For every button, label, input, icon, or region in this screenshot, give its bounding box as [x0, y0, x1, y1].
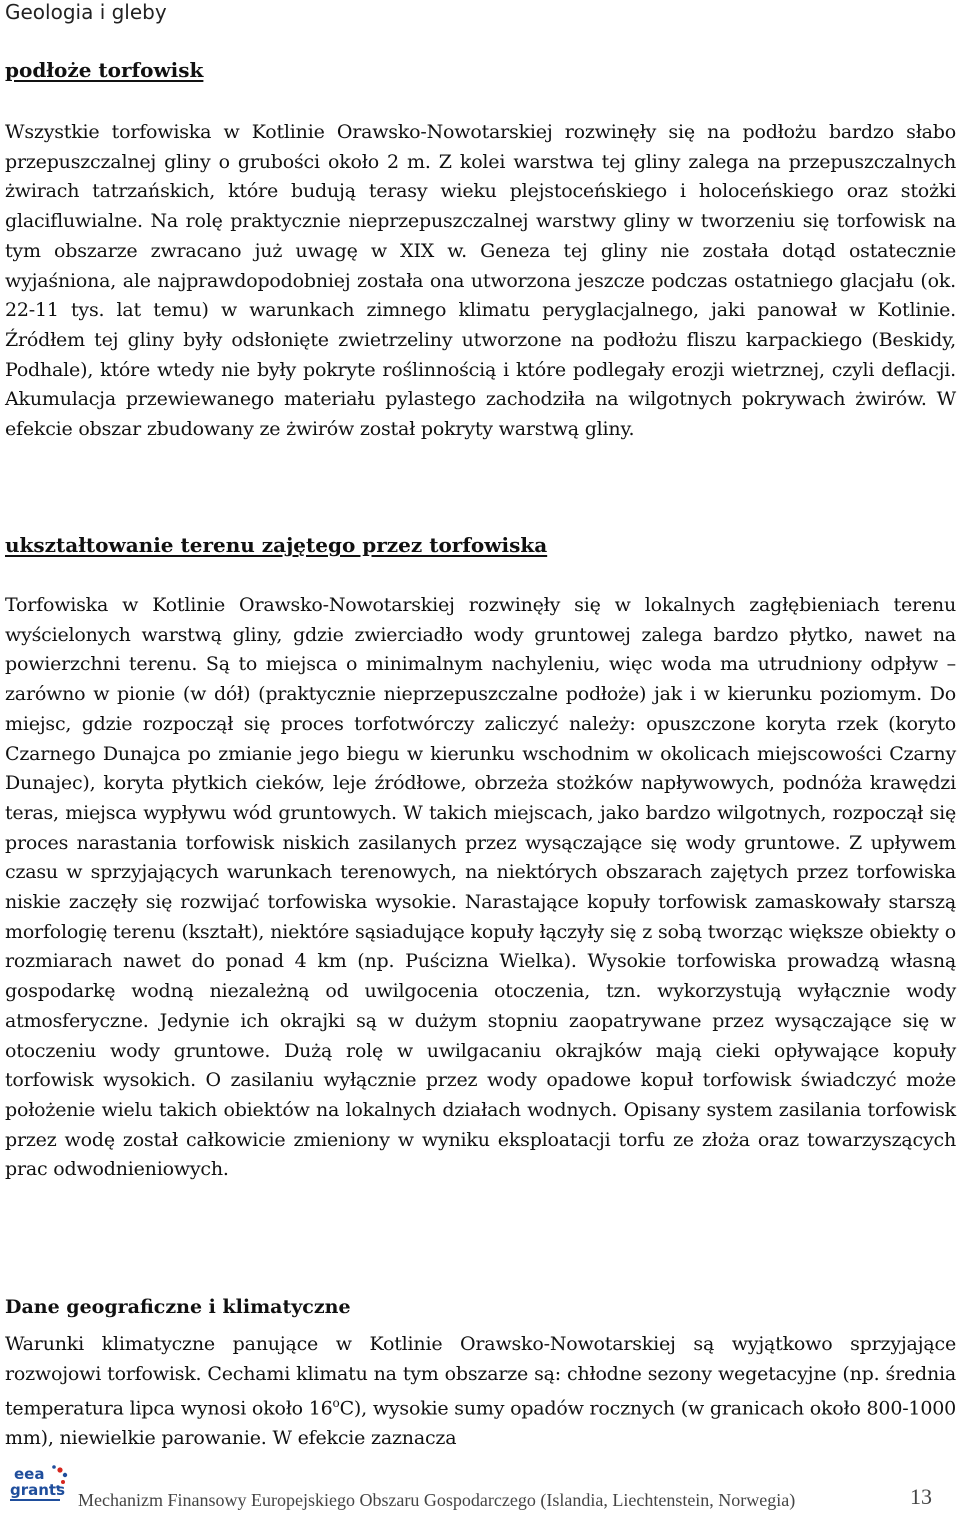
section-heading-terrain: ukształtowanie terenu zajętego przez torfowiska — [5, 533, 548, 557]
logo-text-grants: grants — [10, 1481, 66, 1499]
logo-underline — [10, 1499, 60, 1501]
section-heading-climate: Dane geograficzne i klimatyczne — [5, 1296, 351, 1318]
section-paragraph-peat-substrate: Wszystkie torfowiska w Kotlinie Orawsko-Nowotarskiej rozwinęły się na podłożu bardzo słabo przepuszczalnej gliny o grubości około 2 m. Z kolei warstwa tej gliny zalega na przepuszczalnych żwirach tatrzańskich, które budują terasy wieku plejstoceńskiego i holoceńskiego oraz stożki glacifluwialne. Na rolę praktycznie nieprzepuszczalnej warstwy gliny w tworzeniu się torfowisk na tym obszarze zwracano już uwagę w XIX w. Geneza tej gliny nie została dotąd ostatecznie wyjaśniona, ale najprawdopodobniej została ona utworzona jeszcze podczas ostatniego glacjału (ok. 22-11 tys. lat temu) w warunkach zimnego klimatu peryglacjalnego, jaki panował w Kotlinie. Źródłem tej gliny były odsłonięte zwietrzeliny utworzone na podłożu fliszu karpackiego (Beskidy, Podhale), które wtedy nie były pokryte roślinnością i które podlegały erozji wietrznej, czyli deflacji. Akumulacja przewiewanego materiału pylastego zachodziła na wilgotnych pokrywach żwirów. W efekcie obszar zbudowany ze żwirów został pokryty warstwą gliny. — [5, 121, 956, 441]
section-paragraph-climate — [5, 1330, 956, 1454]
section-paragraph-terrain: Torfowiska w Kotlinie Orawsko-Nowotarskiej rozwinęły się w lokalnych zagłębieniach terenu wyścielonych warstwą gliny, gdzie zwierciadło wody gruntowej zalega bardzo płytko, nawet na powierzchni terenu. Są to miejsca o minimalnym nachyleniu, więc woda ma utrudniony odpływ – zarówno w pionie (w dół) (praktycznie nieprzepuszczalne podłoże) jak i w kierunku poziomym. Do miejsc, gdzie rozpoczął się proces torfotwórczy zaliczyć należy: opuszczone koryta rzek (koryto Czarnego Dunajca po zmianie jego biegu w kierunku wschodnim w okolicach miejscowości Czarny Dunajec), koryta płytkich cieków, leje źródłowe, obrzeża stożków napływowych, podnóża krawędzi teras, miejsca wypływu wód gruntowych. W takich miejscach, jako bardzo wilgotnych, rozpoczął się proces narastania torfowisk niskich zasilanych przez wysączające się wody gruntowe. Z upływem czasu w sprzyjających warunkach terenowych, na niektórych obszarach zajętych przez torfowiska niskie zaczęły się rozwijać torfowiska wysokie. Narastające kopuły torfowisk zamaskowały starszą morfologię terenu (kształt), niektóre sąsiadujące kopuły łączyły się z sobą tworząc większe obiekty o rozmiarach nawet do ponad 4 km (np. Puścizna Wielka). Wysokie torfowiska prowadzą własną gospodarkę wodną niezależną od uwilgocenia otoczenia, tzn. wykorzystują wyłącznie wody atmosferyczne. Jedynie ich okrajki są w dużym stopniu zaopatrywane przez wysączające się w otoczeniu wody gruntowe. Dużą rolę w uwilgacaniu okrajków mają cieki opływające kopuły torfowisk wysokich. O zasilaniu wyłącznie przez wody opadowe kopuł torfowisk świadczyć może położenie wielu takich obiektów na lokalnych działach wodnych. Opisany system zasilania torfowisk przez wodę został całkowicie zmieniony w wyniku eksploatacji torfu ze złoża oraz towarzyszących prac odwodnieniowych. — [5, 594, 956, 1181]
section-heading-peat-substrate: podłoże torfowisk — [5, 58, 204, 82]
degree-superscript: o — [332, 1396, 340, 1411]
document-page — [5, 0, 956, 1513]
eea-grants-logo — [8, 1462, 70, 1506]
running-header: Geologia i gleby — [5, 0, 167, 24]
climate-text-part-1: Warunki klimatyczne panujące w Kotlinie Orawsko-Nowotarskiej są wyjątkowo sprzyjające rozwojowi torfowisk. Cechami klimatu na tym obszarze są: chłodne sezony wegetacyjne (np. średnia temperatura lipca wynosi około 16 — [5, 1333, 956, 1420]
climate-text-part-2: C), wysokie sumy opadów rocznych (w granicach około 800-1000 mm), niewielkie parowanie. W efekcie zaznacza — [5, 1397, 956, 1450]
footer-program-text: Mechanizm Finansowy Europejskiego Obszaru Gospodarczego (Islandia, Liechtenstein, Norwegia) — [78, 1490, 796, 1510]
logo-text-eea: eea — [14, 1465, 45, 1483]
page-number: 13 — [910, 1484, 932, 1509]
